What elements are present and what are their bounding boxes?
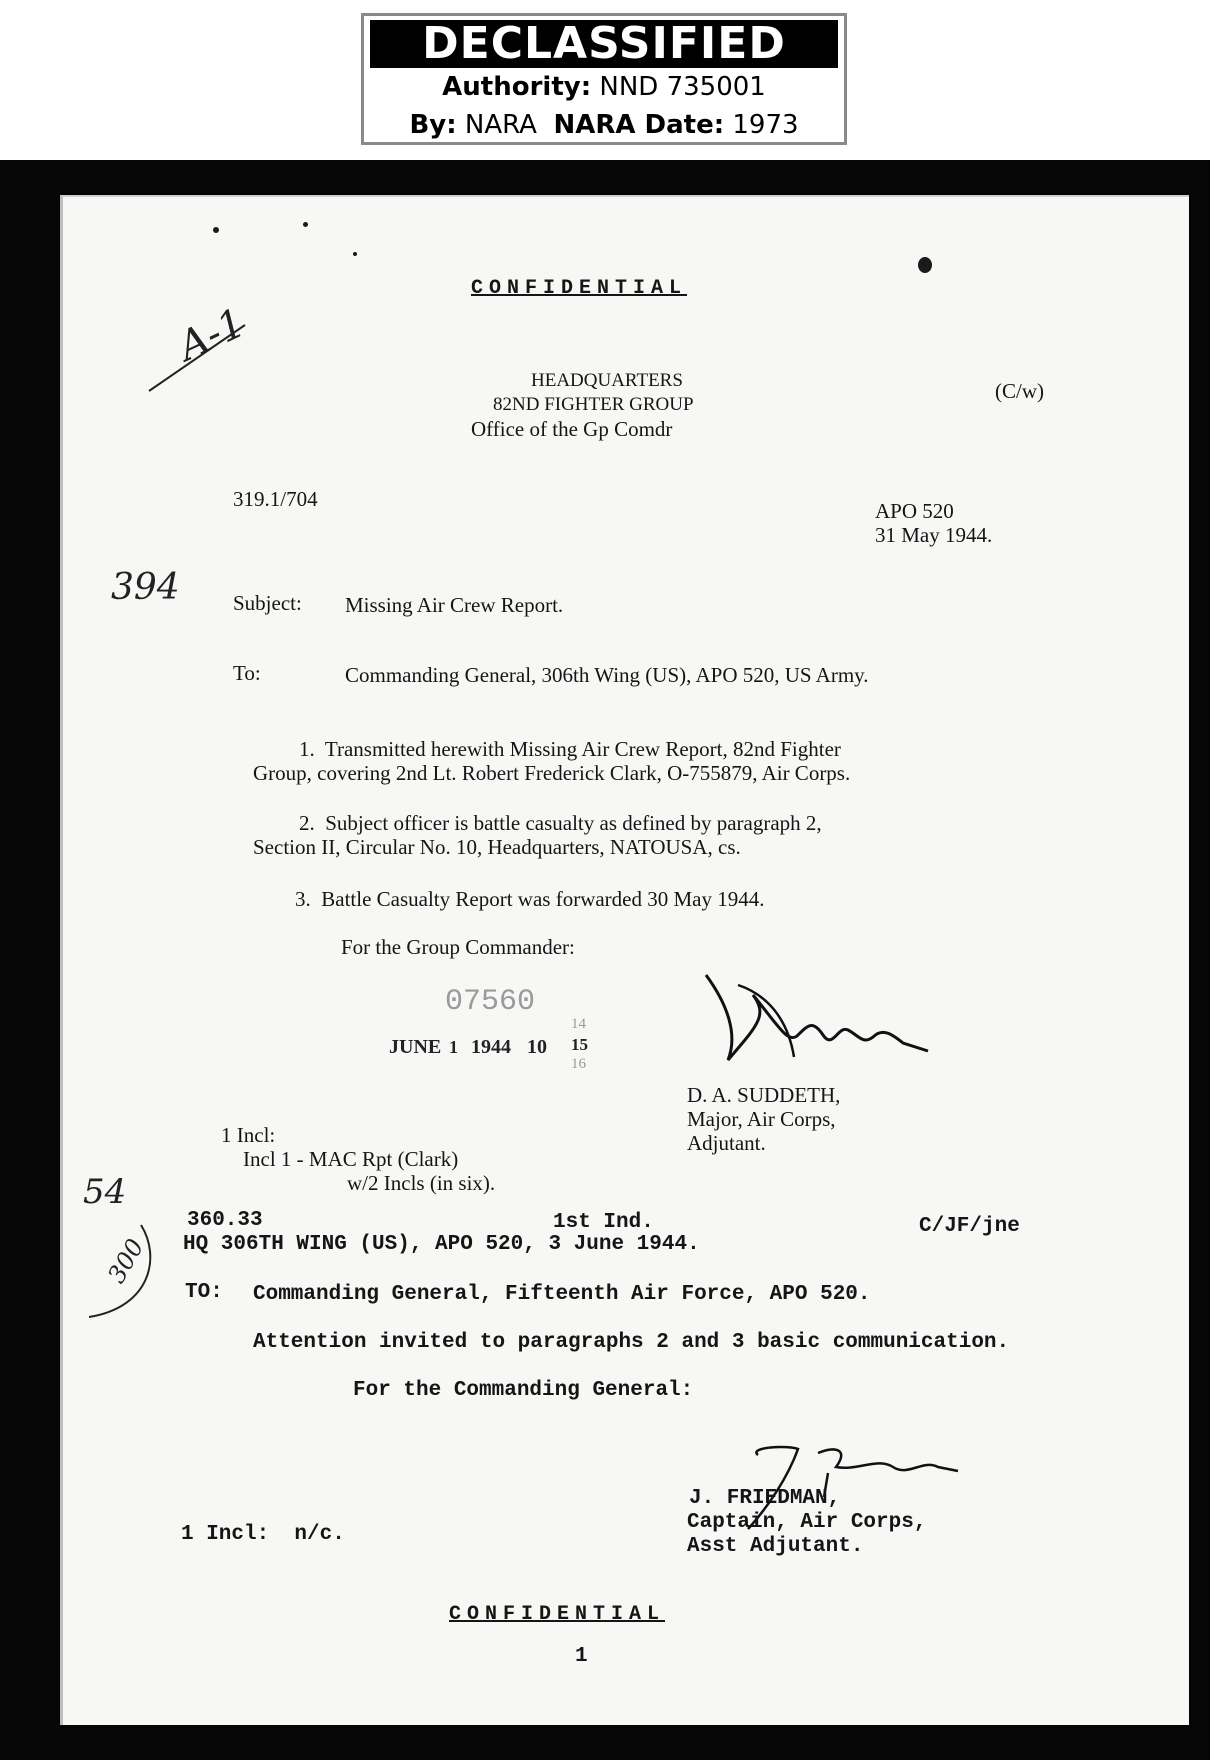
stamp-authority-label: Authority: [442,72,592,102]
subject-label: Subject: [233,591,302,615]
margin-circle [81,1217,161,1327]
classification-bottom: CONFIDENTIAL [449,1603,666,1626]
to-label: To: [233,661,261,685]
suddeth-title: Adjutant. [687,1131,766,1155]
declassified-stamp [361,13,847,145]
scan-speck [303,222,308,227]
apo-number: APO 520 [875,499,954,523]
page-number: 1 [575,1645,588,1668]
received-stamp-day: 1 [449,1037,458,1057]
received-stamp-year: 1944 [471,1036,511,1058]
stamp-date-value: 1973 [732,110,799,140]
scan-speck [353,252,357,256]
header-line-2: 82ND FIGHTER GROUP [493,394,694,415]
ind-header: HQ 306TH WING (US), APO 520, 3 June 1944. [183,1233,700,1256]
stamp-by-value: NARA [464,110,537,140]
friedman-name: J. FRIEDMAN, [689,1487,841,1510]
ind-for-general: For the Commanding General: [353,1379,694,1402]
stamp-by-label: By: [409,110,457,140]
received-stamp-month: JUNE [389,1036,442,1058]
file-number: 319.1/704 [233,487,318,511]
cw-mark: (C/w) [995,379,1044,403]
ind-to-value: Commanding General, Fifteenth Air Force, APO 520. [253,1283,871,1306]
suddeth-rank: Major, Air Corps, [687,1107,836,1131]
ind-file-number: 360.33 [187,1209,263,1232]
suddeth-name: D. A. SUDDETH, [687,1083,841,1107]
document-page [60,195,1189,1725]
margin-note-300: 300 [102,1234,150,1288]
friedman-title: Asst Adjutant. [687,1535,864,1558]
margin-note-54: 54 [83,1172,127,1212]
received-stamp-min-c: 16 [571,1056,586,1072]
received-stamp-hour: 10 [527,1036,547,1058]
ind-ref-code: C/JF/jne [919,1215,1020,1238]
scan-speck [213,227,219,233]
margin-note-394: 394 [111,567,180,608]
received-stamp-number: 07560 [445,985,536,1019]
stamp-by-line [364,106,844,144]
incl-count: 1 Incl: [221,1123,276,1147]
scan-speck [918,257,932,273]
letter-date: 31 May 1944. [875,523,993,547]
scanned-document [0,160,1210,1760]
received-stamp-min-b: 15 [571,1035,588,1054]
stamp-authority-value: NND 735001 [599,72,766,102]
classification-top: CONFIDENTIAL [471,277,688,300]
para-2-line-2: Section II, Circular No. 10, Headquarters, NATOUSA, cs. [253,835,741,859]
stamp-authority-line [364,68,844,106]
stamp-date-label: NARA Date: [553,110,725,140]
ind-label: 1st Ind. [553,1211,654,1234]
ind-to-label: TO: [185,1281,223,1304]
incl-line-2: w/2 Incls (in six). [347,1171,496,1195]
for-group-commander: For the Group Commander: [341,935,575,959]
stamp-title: DECLASSIFIED [370,20,838,68]
subject-value: Missing Air Crew Report. [345,593,564,617]
incl-line-1: Incl 1 - MAC Rpt (Clark) [243,1147,459,1171]
header-line-1: HEADQUARTERS [531,370,683,391]
para-3: 3. Battle Casualty Report was forwarded 30 May 1944. [295,887,765,911]
header-line-3: Office of the Gp Comdr [471,417,673,441]
para-1-line-2: Group, covering 2nd Lt. Robert Frederick Clark, O-755879, Air Corps. [253,761,851,785]
handwritten-stroke [143,317,253,397]
ind-incl: 1 Incl: n/c. [181,1523,345,1546]
ind-body: Attention invited to paragraphs 2 and 3 basic communication. [253,1331,1010,1354]
para-2-line-1: 2. Subject officer is battle casualty as defined by paragraph 2, [299,811,822,835]
handwritten-a1: A-1 [171,299,253,371]
para-1-line-1: 1. Transmitted herewith Missing Air Crew Report, 82nd Fighter [299,737,841,761]
to-value: Commanding General, 306th Wing (US), APO 520, US Army. [345,663,869,687]
received-stamp-min-a: 14 [571,1016,586,1032]
suddeth-signature [698,965,938,1075]
friedman-rank: Captain, Air Corps, [687,1511,927,1534]
